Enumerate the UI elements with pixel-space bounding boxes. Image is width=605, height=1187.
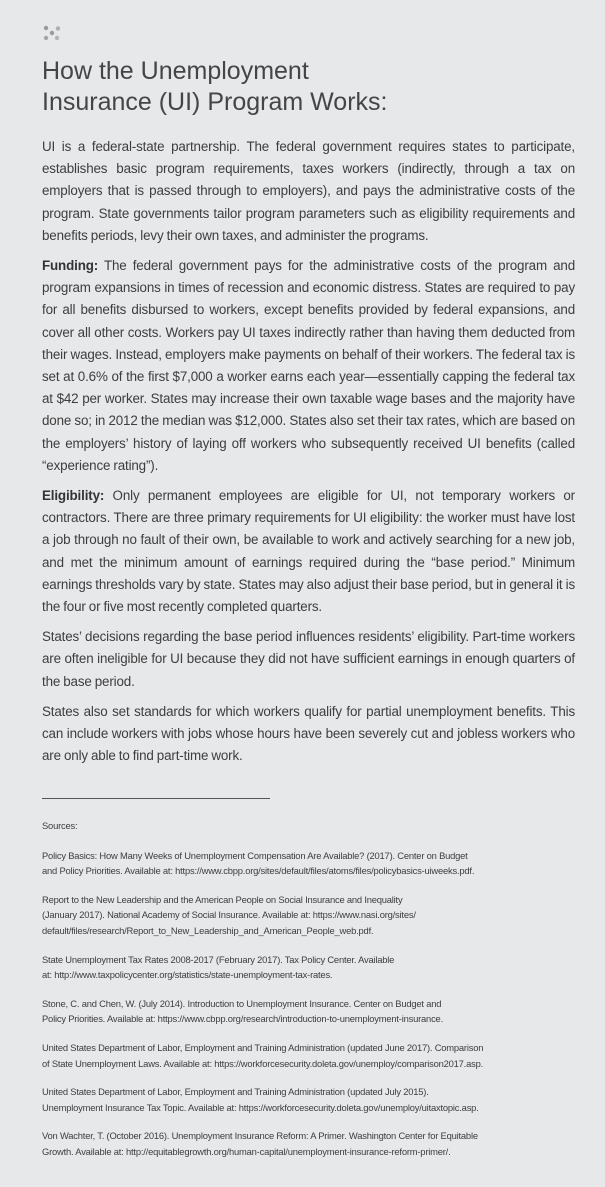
source-item [42,848,562,879]
source-line: Unemployment Insurance Tax Topic. Available at: https://workforcesecurity.doleta.gov/unemploy/uitaxtopic.asp. [42,1101,479,1113]
funding-text: The federal government pays for the administrative costs of the program and program expansions in times of recession and economic distress. States are required to pay for all benefits disbursed to workers, except benefits provided by federal expansions, and cover all other costs. Workers pay UI taxes indirectly rather than having them deducted from their wages. Instead, employers make payments on behalf of their workers. The federal tax is set at 0.6% of the first $7,000 a worker earns each year—essentially capping the federal tax at $42 per worker. States may increase their own taxable wage bases and the majority have done so; in 2012 the median was $12,000. States also set their tax rates, which are based on the employers’ history of laying off workers who subsequently received UI benefits (called “experience rating”). [42,258,575,473]
source-line: Growth. Available at: http://equitablegrowth.org/human-capital/unemployment-insurance-reform-primer/. [42,1145,451,1157]
funding-label: Funding: [42,258,99,274]
source-line: Stone, C. and Chen, W. (July 2014). Introduction to Unemployment Insurance. Center on Budget and [42,997,442,1009]
sources-divider [42,798,270,799]
title-line-2: Insurance (UI) Program Works: [42,88,388,116]
source-line: default/files/research/Report_to_New_Leadership_and_American_People_web.pdf. [42,924,374,936]
source-line: United States Department of Labor, Employment and Training Administration (updated July 2015). [42,1086,429,1098]
intro-paragraph: UI is a federal-state partnership. The federal government requires states to participate, establishes basic program requirements, taxes workers (indirectly, through a tax on employers that is passed through to employers), and pays the administrative costs of the program. State governments tailor program parameters such as eligibility requirements and benefits periods, levy their own taxes, and administer the programs. [42,139,575,243]
source-line: Von Wachter, T. (October 2016). Unemployment Insurance Reform: A Primer. Washington Center for Equitable [42,1130,478,1142]
source-line: Policy Priorities. Available at: https://www.cbpp.org/research/introduction-to-unemployment-insurance. [42,1013,443,1025]
sources-section [42,818,562,1173]
source-line: and Policy Priorities. Available at: https://www.cbpp.org/sites/default/files/atoms/files/policybasics-uiweeks.pdf. [42,865,475,877]
source-line: (January 2017). National Academy of Social Insurance. Available at: https://www.nasi.org/sites/ [42,909,416,921]
four-dot-cluster-icon [42,25,62,41]
title-line-1: How the Unemployment [42,57,309,85]
partial-benefits-paragraph: States also set standards for which workers qualify for partial unemployment benefits. This can include workers with jobs whose hours have been severely cut and jobless workers who are only able to find part-time work. [42,703,575,764]
source-line: State Unemployment Tax Rates 2008-2017 (February 2017). Tax Policy Center. Available [42,953,395,965]
sources-heading: Sources: [42,820,78,831]
source-line: Policy Basics: How Many Weeks of Unemployment Compensation Are Available? (2017). Center on Budget [42,849,468,861]
body-text [42,136,575,775]
page-title [42,56,562,118]
source-line: United States Department of Labor, Employment and Training Administration (updated June 2017). Comparison [42,1041,484,1053]
eligibility-label: Eligibility: [42,488,105,504]
source-item [42,996,562,1027]
eligibility-text: Only permanent employees are eligible for UI, not temporary workers or contractors. There are three primary requirements for UI eligibility: the worker must have lost a job through no fault of their own, be available to work and actively searching for a new job, and met the minimum amount of earnings required during the “base period.” Minimum earnings thresholds vary by state. States may also adjust their base period, but in general it is the four or five most recently completed quarters. [42,488,575,615]
source-line: of State Unemployment Laws. Available at: https://workforcesecurity.doleta.gov/unemploy/comparison2017.asp. [42,1057,483,1069]
funding-paragraph [42,255,575,477]
eligibility-paragraph [42,485,575,618]
source-line: Report to the New Leadership and the American People on Social Insurance and Inequality [42,893,403,905]
source-item [42,1040,562,1071]
source-item [42,952,562,983]
source-item [42,892,562,939]
base-period-paragraph: States’ decisions regarding the base period influences residents’ eligibility. Part-time workers are often ineligible for UI because they did not have sufficient earnings in enough quarters of the base period. [42,629,575,689]
source-item [42,1084,562,1115]
source-item [42,1128,562,1159]
source-line: at: http://www.taxpolicycenter.org/statistics/state-unemployment-tax-rates. [42,969,333,981]
